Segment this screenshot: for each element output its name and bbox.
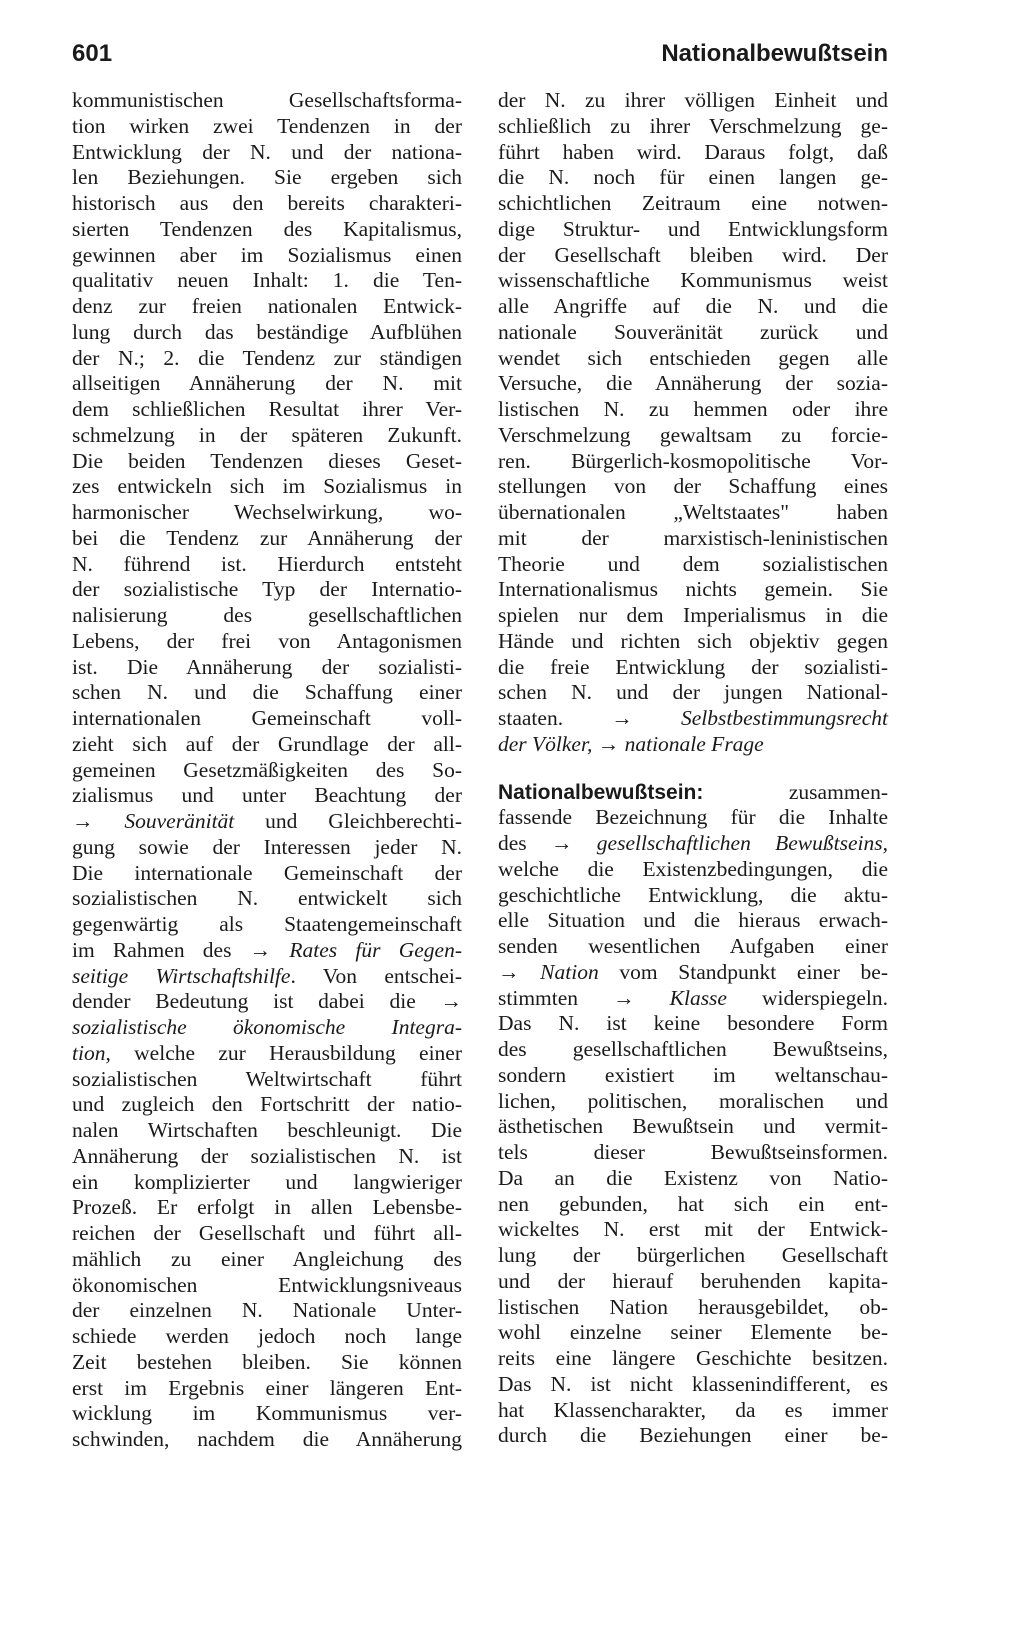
line-text: → — [72, 809, 125, 833]
line-text: . Von entschei- — [290, 963, 462, 988]
text-line — [498, 1089, 888, 1115]
page-header — [72, 30, 888, 70]
line-text: , welche zur Herausbildung einer — [105, 1040, 462, 1065]
text-line — [72, 1015, 462, 1041]
line-text: internationalen Gemeinschaft voll- — [72, 706, 462, 730]
line-text: qualitativ neuen Inhalt: 1. die Ten- — [72, 268, 462, 293]
line-text: spielen nur dem Imperialismus in die — [498, 603, 888, 627]
line-text: schiede werden jedoch noch lange — [72, 1324, 462, 1348]
text-line — [72, 706, 462, 732]
line-text: denz zur freien nationalen Entwick- — [72, 294, 462, 318]
text-line — [498, 243, 888, 269]
line-text: Theorie und dem sozialistischen — [498, 551, 888, 576]
line-text: Versuche, die Annäherung der sozia- — [498, 371, 888, 396]
text-line — [72, 577, 462, 603]
text-line — [498, 960, 888, 986]
left-column — [72, 88, 462, 1453]
text-line — [72, 1221, 462, 1247]
text-line — [72, 912, 462, 938]
line-text: lichen, politischen, moralischen und — [498, 1088, 888, 1113]
text-line — [498, 217, 888, 243]
text-line — [498, 88, 888, 114]
text-line — [72, 268, 462, 294]
line-text: Prozeß. Er erfolgt in allen Lebensbe- — [72, 1195, 462, 1220]
line-text: Das N. ist nicht klassenindifferent, es — [498, 1371, 888, 1396]
line-text: stimmten → — [498, 985, 670, 1010]
line-text: wicklung im Kommunismus ver- — [72, 1401, 462, 1426]
line-text: erst im Ergebnis einer längeren Ent- — [72, 1375, 462, 1400]
running-title: Nationalbewußtsein — [661, 40, 888, 67]
line-text: stellungen von der Schaffung eines — [498, 474, 888, 499]
text-line — [498, 908, 888, 934]
text-line — [72, 680, 462, 706]
line-text: Annäherung der sozialistischen N. ist — [72, 1143, 462, 1168]
line-text: zusammen- — [703, 779, 888, 804]
line-text: führt haben wird. Daraus folgt, daß — [498, 139, 888, 164]
line-text: Verschmelzung gewaltsam zu forcie- — [498, 422, 888, 447]
text-line — [72, 1298, 462, 1324]
text-line — [498, 1243, 888, 1269]
text-line — [72, 1247, 462, 1273]
text-line — [72, 88, 462, 114]
text-line — [498, 1372, 888, 1398]
text-line — [498, 1269, 888, 1295]
line-text: dender Bedeutung ist dabei die → — [72, 989, 462, 1014]
text-line — [498, 1140, 888, 1166]
line-text: ren. Bürgerlich-kosmopolitische Vor- — [498, 448, 888, 473]
entry-keyword: Nationalbewußtsein: — [498, 780, 704, 804]
text-line — [72, 294, 462, 320]
line-text: Hände und richten sich objektiv gegen — [498, 628, 888, 653]
line-text: schmelzung in der späteren Zukunft. — [72, 422, 462, 447]
text-line — [72, 526, 462, 552]
text-line — [72, 603, 462, 629]
line-text: harmonischer Wechselwirkung, wo- — [72, 500, 462, 524]
text-line — [498, 1063, 888, 1089]
text-line — [498, 680, 888, 706]
line-text: welche die Existenzbedingungen, die — [498, 856, 888, 881]
text-line — [72, 320, 462, 346]
cross-reference: Rates für Gegen- — [289, 937, 462, 962]
line-text: ästhetischen Bewußtsein und vermit- — [498, 1114, 888, 1139]
cross-reference: sozialistische ökonomische Integra- — [72, 1015, 462, 1039]
text-line — [72, 1195, 462, 1221]
text-line — [72, 732, 462, 758]
cross-reference: Nation — [540, 959, 599, 984]
text-line — [72, 655, 462, 681]
line-text: kommunistischen Gesellschaftsforma- — [72, 88, 462, 112]
text-line — [72, 1273, 462, 1299]
line-text: nen gebunden, hat sich ein ent- — [498, 1191, 888, 1216]
line-text: Zeit bestehen bleiben. Sie können — [72, 1349, 462, 1374]
line-text: Da an die Existenz von Natio- — [498, 1165, 888, 1190]
text-line — [498, 140, 888, 166]
text-line — [498, 500, 888, 526]
text-line — [72, 1350, 462, 1376]
cross-reference: Selbstbestimmungsrecht — [680, 706, 888, 730]
line-text: senden wesentlichen Aufgaben einer — [498, 934, 888, 958]
line-text: ein komplizierter und langwieriger — [72, 1169, 462, 1194]
text-line — [72, 474, 462, 500]
text-line — [72, 165, 462, 191]
text-line — [498, 934, 888, 960]
cross-reference: seitige Wirtschaftshilfe — [72, 963, 291, 988]
line-text: wendet sich entschieden gegen alle — [498, 345, 888, 370]
text-line — [72, 1401, 462, 1427]
page-number: 601 — [72, 40, 113, 67]
text-line — [498, 805, 888, 831]
cross-reference: Souveränität — [124, 809, 235, 833]
line-text: reits eine längere Geschichte besitzen. — [498, 1346, 888, 1370]
line-text: der Gesellschaft bleiben wird. Der — [498, 242, 888, 267]
line-text: bei die Tendenz zur Annäherung der — [72, 525, 462, 550]
text-line — [72, 783, 462, 809]
text-line — [498, 320, 888, 346]
line-text: Internationalismus nichts gemein. Sie — [498, 577, 888, 602]
text-line — [72, 1376, 462, 1402]
text-line — [498, 1011, 888, 1037]
line-text: gegenwärtig als Staatengemeinschaft — [72, 912, 462, 936]
line-text: zes entwickeln sich im Sozialismus in — [72, 474, 462, 499]
line-text: mit der marxistisch-leninistischen — [498, 525, 888, 550]
text-line — [498, 629, 888, 655]
line-text: vom Standpunkt einer be- — [598, 959, 888, 984]
line-text: widerspiegeln. — [726, 985, 888, 1010]
line-text: im Rahmen des → — [72, 937, 290, 962]
line-text: sondern existiert im weltanschau- — [498, 1062, 888, 1087]
text-line — [72, 1092, 462, 1118]
line-text: wohl einzelne seiner Elemente be- — [498, 1320, 888, 1345]
text-line — [72, 552, 462, 578]
text-line — [498, 883, 888, 909]
line-text: zieht sich auf der Grundlage der all- — [72, 731, 462, 756]
text-line — [72, 938, 462, 964]
line-text: lung der bürgerlichen Gesellschaft — [498, 1243, 888, 1267]
text-line — [72, 835, 462, 861]
text-line — [498, 1114, 888, 1140]
text-line — [72, 1170, 462, 1196]
text-line — [72, 809, 462, 835]
text-line — [498, 449, 888, 475]
line-text: zialismus und unter Beachtung der — [72, 783, 462, 808]
line-text: schichtlichen Zeitraum eine notwen- — [498, 191, 888, 215]
text-line — [72, 989, 462, 1015]
text-line — [72, 346, 462, 372]
line-text: listischen N. zu hemmen oder ihre — [498, 397, 888, 421]
line-text: übernationalen „Weltstaates" haben — [498, 500, 888, 524]
line-text: allseitigen Annäherung der N. mit — [72, 371, 462, 396]
text-line — [498, 831, 888, 857]
line-text: der N. zu ihrer völligen Einheit und — [498, 88, 888, 112]
line-text: Das N. ist keine besondere Form — [498, 1011, 888, 1036]
text-line — [72, 371, 462, 397]
line-text: nalen Wirtschaften beschleunigt. Die — [72, 1118, 462, 1142]
cross-reference: tion — [72, 1040, 106, 1065]
text-line — [72, 217, 462, 243]
line-text: tion wirken zwei Tendenzen in der — [72, 113, 462, 138]
text-line — [72, 886, 462, 912]
line-text: sozialistischen N. entwickelt sich — [72, 886, 462, 911]
text-line — [498, 294, 888, 320]
line-text: tels dieser Bewußtseinsformen. — [498, 1140, 888, 1164]
line-text: lung durch das beständige Aufblühen — [72, 319, 462, 344]
text-line — [498, 1423, 888, 1449]
text-line — [72, 1118, 462, 1144]
text-line — [498, 1295, 888, 1321]
text-line — [498, 655, 888, 681]
line-text: N. führend ist. Hierdurch entsteht — [72, 551, 462, 576]
text-line — [72, 423, 462, 449]
line-text: wickeltes N. erst mit der Entwick- — [498, 1217, 888, 1242]
text-line — [72, 964, 462, 990]
text-line — [498, 191, 888, 217]
line-text: nationale Souveränität zurück und — [498, 319, 888, 344]
line-text: der einzelnen N. Nationale Unter- — [72, 1298, 462, 1323]
cross-reference: der Völker, — [498, 731, 593, 756]
line-text: mählich zu einer Angleichung des — [72, 1246, 462, 1271]
line-text: ist. Die Annäherung der sozialisti- — [72, 654, 462, 679]
line-text: des → — [498, 831, 597, 855]
line-text: der sozialistische Typ der Internatio- — [72, 577, 462, 602]
text-line — [72, 1041, 462, 1067]
text-line — [498, 165, 888, 191]
cross-reference: Klasse — [669, 985, 727, 1010]
text-line — [498, 423, 888, 449]
text-line — [72, 861, 462, 887]
text-line — [72, 449, 462, 475]
right-column — [498, 88, 888, 1449]
line-text: sierten Tendenzen des Kapitalismus, — [72, 216, 462, 241]
text-line — [72, 1324, 462, 1350]
text-line — [72, 191, 462, 217]
text-line — [498, 732, 888, 758]
text-line — [498, 371, 888, 397]
text-line — [498, 397, 888, 423]
line-text: Die beiden Tendenzen dieses Geset- — [72, 448, 462, 473]
line-text: sozialistischen Weltwirtschaft führt — [72, 1066, 462, 1091]
text-line — [498, 986, 888, 1012]
line-text: schen N. und der jungen National- — [498, 680, 888, 705]
line-text: Die internationale Gemeinschaft der — [72, 860, 462, 885]
text-line — [72, 500, 462, 526]
line-text: gung sowie der Interessen jeder N. — [72, 834, 462, 859]
line-text: schließlich zu ihrer Verschmelzung ge- — [498, 113, 888, 138]
text-line — [498, 552, 888, 578]
cross-reference: nationale Frage — [624, 731, 764, 756]
line-text: dige Struktur- und Entwicklungsform — [498, 216, 888, 241]
text-line — [72, 758, 462, 784]
line-text: → — [498, 959, 541, 984]
text-line — [498, 114, 888, 140]
line-text: staaten. → — [498, 706, 681, 730]
text-line — [72, 114, 462, 140]
text-line — [498, 577, 888, 603]
text-line — [498, 1346, 888, 1372]
line-text: listischen Nation herausgebildet, ob- — [498, 1294, 888, 1319]
text-line — [498, 1217, 888, 1243]
text-line — [72, 243, 462, 269]
line-text: elle Situation und die hieraus erwach- — [498, 908, 888, 933]
line-text: → — [592, 731, 625, 756]
line-text: durch die Beziehungen einer be- — [498, 1423, 888, 1448]
text-line — [498, 474, 888, 500]
text-line — [498, 1166, 888, 1192]
line-text: und zugleich den Fortschritt der natio- — [72, 1092, 462, 1117]
line-text: und Gleichberechti- — [234, 809, 462, 833]
line-text: len Beziehungen. Sie ergeben sich — [72, 165, 462, 190]
line-text: alle Angriffe auf die N. und die — [498, 294, 888, 318]
text-line — [72, 629, 462, 655]
text-line — [498, 346, 888, 372]
text-line — [498, 706, 888, 732]
line-text: und der hierauf beruhenden kapita- — [498, 1268, 888, 1293]
text-line — [498, 603, 888, 629]
line-text: gemeinen Gesetzmäßigkeiten des So- — [72, 757, 462, 782]
text-line — [72, 1067, 462, 1093]
entry-gap — [498, 758, 888, 780]
text-line — [72, 397, 462, 423]
line-text: schwinden, nachdem die Annäherung — [72, 1427, 462, 1451]
text-line — [498, 780, 888, 806]
text-line — [498, 1037, 888, 1063]
text-line — [72, 1144, 462, 1170]
line-text: die freie Entwicklung der sozialisti- — [498, 654, 888, 679]
line-text: nalisierung des gesellschaftlichen — [72, 603, 462, 627]
text-line — [72, 140, 462, 166]
text-line — [498, 268, 888, 294]
line-text: fassende Bezeichnung für die Inhalte — [498, 805, 888, 830]
line-text: historisch aus den bereits charakteri- — [72, 191, 462, 215]
line-text: schen N. und die Schaffung einer — [72, 680, 462, 705]
line-text: dem schließlichen Resultat ihrer Ver- — [72, 397, 462, 421]
text-line — [498, 526, 888, 552]
line-text: ökonomischen Entwicklungsniveaus — [72, 1272, 462, 1297]
cross-reference: gesellschaftlichen Bewußtseins, — [596, 831, 888, 855]
text-line — [498, 1192, 888, 1218]
line-text: geschichtliche Entwicklung, die aktu- — [498, 882, 888, 907]
text-line — [498, 1320, 888, 1346]
line-text: gewinnen aber im Sozialismus einen — [72, 242, 462, 267]
line-text: wissenschaftliche Kommunismus weist — [498, 268, 888, 293]
line-text: Lebens, der frei von Antagonismen — [72, 628, 462, 653]
line-text: der N.; 2. die Tendenz zur ständigen — [72, 345, 462, 370]
text-line — [72, 1427, 462, 1453]
line-text: die N. noch für einen langen ge- — [498, 165, 888, 190]
text-line — [498, 1398, 888, 1424]
line-text: reichen der Gesellschaft und führt all- — [72, 1221, 462, 1245]
line-text: hat Klassencharakter, da es immer — [498, 1397, 888, 1422]
text-line — [498, 857, 888, 883]
line-text: Entwicklung der N. und der nationa- — [72, 139, 462, 164]
line-text: des gesellschaftlichen Bewußtseins, — [498, 1037, 888, 1061]
